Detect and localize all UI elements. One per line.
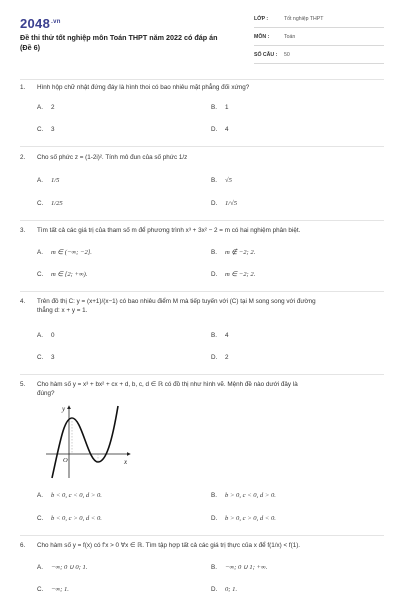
meta-label: SỐ CÂU : (254, 52, 278, 58)
question-number: 5. (20, 381, 26, 388)
page-header (0, 0, 400, 72)
divider (20, 79, 384, 80)
x-axis-label: x (124, 458, 128, 466)
option-c[interactable]: C. 1/25 (37, 200, 63, 207)
question-text: Hình hộp chữ nhật đứng đáy là hình thoi có bao nhiêu mặt phẳng đối xứng? (37, 84, 250, 91)
option-d[interactable]: D. m ∈ −2; 2. (211, 271, 256, 278)
question-number: 2. (20, 154, 26, 161)
divider (20, 220, 384, 221)
question-text: Tìm tất cả các giá trị của tham số m để phương trình x³ + 3x² − 2 = m có hai nghiệm phân biệt. (37, 227, 301, 234)
option-b[interactable]: B. b > 0, c < 0, d > 0. (211, 492, 276, 499)
option-c[interactable]: C. m ∈ [2; +∞). (37, 271, 88, 278)
cubic-function-graph (42, 402, 132, 480)
divider (20, 291, 384, 292)
option-b[interactable]: B. √5 (211, 177, 232, 184)
option-a[interactable]: A. 2 (37, 104, 55, 111)
question-number: 4. (20, 298, 26, 305)
option-a[interactable]: A. 0 (37, 332, 55, 339)
exam-meta (254, 13, 384, 67)
question-number: 6. (20, 542, 26, 549)
y-axis-label: y (62, 405, 66, 413)
meta-label: LỚP : (254, 16, 269, 22)
meta-value: Tốt nghiệp THPT (284, 16, 324, 22)
exam-title-line1: Đề thi thử tốt nghiệp môn Toán THPT năm 2022 có đáp án (20, 33, 218, 42)
option-c[interactable]: C. 3 (37, 126, 55, 133)
option-d[interactable]: D. 2 (211, 354, 229, 361)
option-a[interactable]: A. −∞; 0 ∪ 0; 1. (37, 564, 88, 571)
site-logo[interactable]: $2048^{.vn}$ (20, 16, 61, 31)
option-a[interactable]: A. m ∈ (−∞; −2]. (37, 249, 92, 256)
question-text: Cho số phức z = (1-2i)². Tính mô đun của số phức 1/z (37, 154, 188, 161)
meta-label: MÔN : (254, 34, 270, 40)
divider (20, 535, 384, 536)
option-b[interactable]: B. 4 (211, 332, 229, 339)
question-number: 3. (20, 227, 26, 234)
question-text: Trên đồ thị C: y = (x+1)/(x−1) có bao nhiêu điểm M mà tiếp tuyến với (C) tại M song song với đường thẳng d: x + y = 1. (37, 298, 316, 314)
option-a[interactable]: A. 1/5 (37, 177, 60, 184)
meta-row-class (254, 13, 384, 28)
option-d[interactable]: D. b > 0, c > 0, d < 0. (211, 515, 276, 522)
divider (20, 374, 384, 375)
question-text: Cho hàm số y = x³ + bx² + cx + d, b, c, d ∈ ℝ có đồ thị như hình vẽ. Mệnh đề nào dưới đây là đúng? (37, 381, 298, 397)
origin-label: O (63, 457, 68, 464)
meta-row-count (254, 49, 384, 64)
option-c[interactable]: C. −∞; 1. (37, 586, 69, 593)
meta-row-subject (254, 31, 384, 46)
function-curve (52, 406, 118, 478)
option-b[interactable]: B. m ∉ −2; 2. (211, 249, 256, 256)
meta-value: Toán (284, 34, 296, 40)
option-c[interactable]: C. b < 0, c > 0, d < 0. (37, 515, 102, 522)
option-d[interactable]: D. 0; 1. (211, 586, 238, 593)
option-d[interactable]: D. 1/√5 (211, 200, 238, 207)
exam-title-line2: (Đề 6) (20, 43, 40, 52)
option-c[interactable]: C. 3 (37, 354, 55, 361)
meta-value: 50 (284, 52, 290, 58)
option-a[interactable]: A. b < 0, c < 0, d > 0. (37, 492, 102, 499)
divider (20, 146, 384, 147)
option-d[interactable]: D. 4 (211, 126, 229, 133)
question-number: 1. (20, 84, 26, 91)
option-b[interactable]: B. −∞; 0 ∪ 1; +∞. (211, 564, 268, 571)
option-b[interactable]: B. 1 (211, 104, 229, 111)
question-text: Cho hàm số y = f(x) có f'x > 0 ∀x ∈ ℝ. Tìm tập hợp tất cả các giá trị thực của x để f(1/x) < f(1). (37, 542, 301, 549)
exam-title (20, 33, 250, 53)
